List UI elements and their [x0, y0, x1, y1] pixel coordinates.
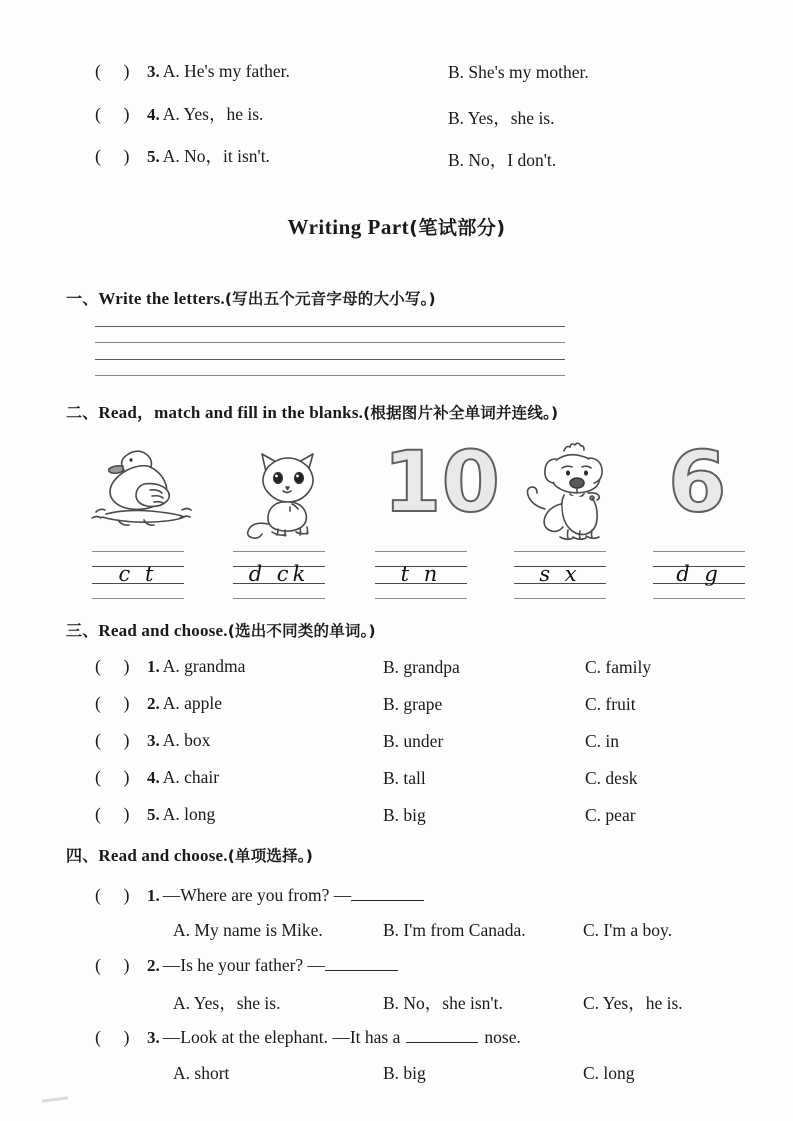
stave-line [95, 342, 565, 343]
answer-bracket[interactable]: ( ) [95, 656, 130, 676]
section-title-cn: (选出不同类的单词。) [227, 622, 376, 640]
question-stem: —Look at the elephant. —It has a [162, 1027, 401, 1047]
answer-bracket[interactable]: ( ) [95, 955, 130, 975]
question-number: 4. [147, 768, 160, 787]
answer-bracket[interactable]: ( ) [95, 804, 130, 824]
listening-item-row [95, 105, 263, 124]
table-row [95, 768, 219, 787]
answer-bracket[interactable]: ( ) [95, 61, 130, 81]
option-a[interactable]: A. He's my father. [162, 61, 290, 81]
listening-item-row [95, 62, 290, 81]
duck-picture [82, 440, 202, 540]
option-a[interactable]: A. Yes，she is. [173, 993, 281, 1013]
section-title-en: Read and choose. [98, 621, 228, 640]
section-heading-1 [66, 286, 436, 309]
stave-line [653, 598, 745, 599]
section-marker: 四、 [66, 846, 99, 865]
stave-line [233, 598, 325, 599]
option-c[interactable]: C. long [583, 1063, 635, 1083]
number-six-glyph: 6 [668, 433, 727, 531]
page-title-en: Writing Part [287, 215, 410, 239]
option-b[interactable]: B. Yes，she is. [448, 108, 555, 128]
option-b[interactable]: B. tall [383, 768, 426, 788]
word-blank-text: c t [118, 562, 158, 586]
answer-bracket[interactable]: ( ) [95, 146, 130, 166]
stave-line [514, 598, 606, 599]
section-marker: 一、 [66, 289, 99, 308]
question-stem: —Is he your father? — [162, 955, 326, 975]
question-number: 2. [147, 694, 160, 713]
section-title-en: Read and choose. [98, 846, 228, 865]
option-b[interactable]: B. big [383, 805, 426, 825]
option-a[interactable]: A. box [162, 730, 211, 750]
option-b[interactable]: B. grandpa [383, 657, 460, 677]
word-blank-stave[interactable] [653, 551, 745, 599]
table-row [95, 956, 398, 975]
answer-bracket[interactable]: ( ) [95, 885, 130, 905]
option-b[interactable]: B. I'm from Canada. [383, 920, 526, 940]
stave-line [514, 551, 606, 552]
letter-writing-stave[interactable] [95, 326, 565, 378]
question-stem-tail: nose. [484, 1027, 521, 1047]
section-heading-2 [66, 398, 558, 423]
section-title-en: Write the letters. [98, 289, 225, 308]
stave-line [653, 551, 745, 552]
stave-line [95, 326, 565, 327]
option-c[interactable]: C. Yes，he is. [583, 993, 683, 1013]
table-row [95, 657, 245, 676]
section-heading-3 [66, 618, 376, 641]
answer-bracket[interactable]: ( ) [95, 767, 130, 787]
word-blank-text: s x [539, 562, 581, 586]
stave-line [95, 359, 565, 360]
stave-line [92, 598, 184, 599]
word-blank-stave[interactable] [233, 551, 325, 599]
section-title-en: Read，match and fill in the blanks. [98, 403, 364, 422]
option-b[interactable]: B. under [383, 731, 444, 751]
table-row [95, 1028, 521, 1047]
option-b[interactable]: B. No，I don't. [448, 150, 557, 170]
section-heading-4 [66, 843, 313, 866]
question-number: 5. [147, 805, 160, 824]
answer-bracket[interactable]: ( ) [95, 1027, 130, 1047]
option-a[interactable]: A. chair [162, 767, 220, 787]
stave-line [375, 551, 467, 552]
question-number: 3. [147, 62, 160, 81]
answer-bracket[interactable]: ( ) [95, 104, 130, 124]
stave-line [375, 598, 467, 599]
stave-line [92, 551, 184, 552]
option-a[interactable]: A. long [162, 804, 216, 824]
section-marker: 三、 [66, 621, 99, 640]
word-blank-stave[interactable] [92, 551, 184, 599]
section-title-cn: (单项选择。) [227, 847, 314, 865]
option-c[interactable]: C. desk [585, 768, 638, 788]
answer-bracket[interactable]: ( ) [95, 693, 130, 713]
option-a[interactable]: A. My name is Mike. [173, 920, 323, 940]
option-b[interactable]: B. She's my mother. [448, 62, 589, 82]
answer-blank[interactable] [406, 1029, 478, 1043]
option-b[interactable]: B. No，she isn't. [383, 993, 503, 1013]
option-b[interactable]: B. grape [383, 694, 443, 714]
option-a[interactable]: A. grandma [162, 656, 246, 676]
option-c[interactable]: C. in [585, 731, 620, 751]
listening-item-row [95, 147, 270, 166]
dog-picture [510, 437, 630, 537]
table-row [95, 886, 424, 905]
answer-bracket[interactable]: ( ) [95, 730, 130, 750]
option-a[interactable]: A. apple [162, 693, 223, 713]
option-a[interactable]: A. short [173, 1063, 230, 1083]
option-c[interactable]: C. family [585, 657, 652, 677]
number-ten-glyph: 10 [383, 433, 500, 531]
section-title-cn: (根据图片补全单词并连线。) [363, 404, 559, 422]
section-title-cn: (写出五个元音字母的大小写。) [224, 290, 436, 308]
word-blank-text: d ck [248, 562, 310, 586]
answer-blank[interactable] [325, 957, 398, 971]
question-number: 1. [147, 886, 160, 905]
word-blank-text: d g [676, 562, 722, 586]
option-c[interactable]: C. fruit [585, 694, 636, 714]
question-number: 2. [147, 956, 160, 975]
question-number: 5. [147, 147, 160, 166]
option-c[interactable]: C. pear [585, 805, 636, 825]
option-a[interactable]: A. No，it isn't. [162, 146, 270, 166]
question-number: 3. [147, 731, 160, 750]
question-number: 4. [147, 105, 160, 124]
section-marker: 二、 [66, 403, 99, 422]
table-row [95, 731, 210, 750]
stave-line [233, 551, 325, 552]
question-stem: —Where are you from? — [162, 885, 352, 905]
question-number: 1. [147, 657, 160, 676]
question-number: 3. [147, 1028, 160, 1047]
word-blank-stave[interactable] [375, 551, 467, 599]
word-blank-text: t n [400, 562, 442, 586]
cat-picture [230, 440, 350, 540]
table-row [95, 694, 222, 713]
option-c[interactable]: C. I'm a boy. [583, 920, 673, 940]
table-row [95, 805, 215, 824]
option-b[interactable]: B. big [383, 1063, 426, 1083]
scan-artifact [42, 1096, 68, 1102]
stave-line [95, 375, 565, 376]
word-blank-stave[interactable] [514, 551, 606, 599]
page-title-cn: (笔试部分) [409, 217, 506, 239]
page-title [0, 213, 793, 240]
answer-blank[interactable] [351, 887, 424, 901]
option-a[interactable]: A. Yes，he is. [162, 104, 264, 124]
